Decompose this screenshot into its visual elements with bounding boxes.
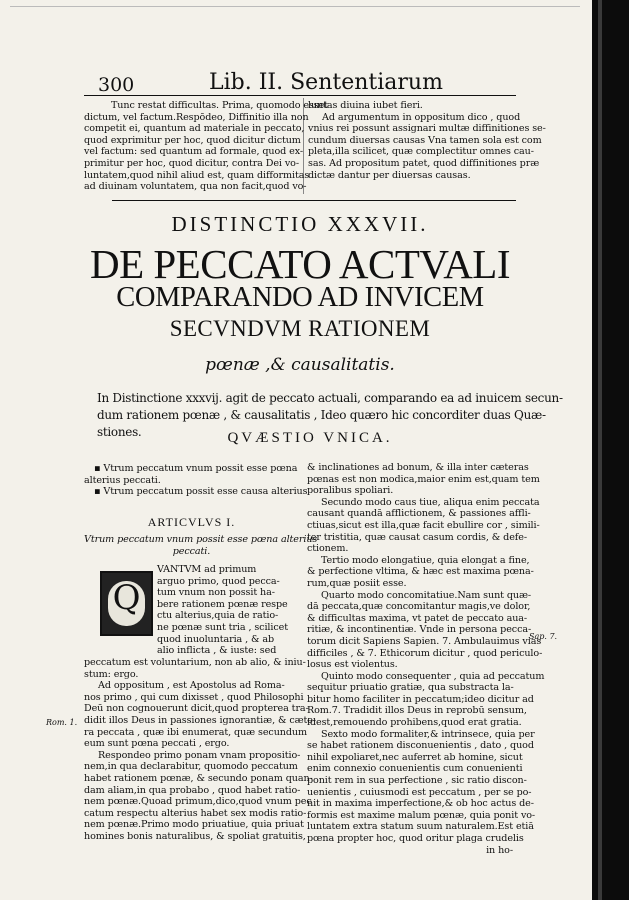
text-line: causant quandā afflictionem, & passiones affli- <box>307 508 531 520</box>
decorated-initial <box>100 571 153 636</box>
text-line: formis est maxime malum pœnæ, quia ponit vo- <box>307 809 536 821</box>
bullet-icon: ▪ <box>94 486 104 498</box>
text-line: Rom.7. Tradidit illos Deus in reprobū sensum, <box>307 705 527 717</box>
text-line: Quarto modo concomitatiue.Nam sunt quæ- <box>321 589 532 601</box>
text-line: ctu alterius,quia de ratio- <box>157 610 279 622</box>
text-line: & difficultas maxima, vt patet de peccato aua- <box>307 612 528 624</box>
text-line: sas. Ad propositum patet, quod diffinitiones præ <box>308 157 540 169</box>
margin-note-left: Rom. 1. <box>46 718 78 727</box>
text-line: dictum, vel factum.Respōdeo, Diffinitio illa non <box>84 111 309 123</box>
text-line: catum respectu alterius habet sex modis ratio- <box>84 807 307 819</box>
catchword: in ho- <box>486 844 513 856</box>
distinction-title-line-3: SECVNDVM RATIONEM <box>169 316 431 341</box>
text-line: uenientis , cuiusmodi est peccatum , per se po- <box>307 786 532 798</box>
text-line: alio inflicta , & iuste: sed <box>157 645 277 657</box>
text-line: ra peccata , quæ ibi enumerat, quæ secundum <box>84 726 307 738</box>
top-left-column <box>84 100 328 193</box>
text-line: nos primo , qui cum dixisset , quod Philosophi <box>84 691 304 703</box>
top-right-column <box>308 100 546 181</box>
text-line: difficiles , & 7. Ethicorum dicitur , quod periculo- <box>307 647 543 659</box>
distinction-title-line-4: pœnæ ,& causalitatis. <box>205 355 395 375</box>
text-line: bitur homo faciliter in peccatum;ideo dicitur ad <box>307 693 534 705</box>
initial-letter: Q <box>112 578 141 618</box>
header-rule <box>84 95 516 96</box>
text-line: ponit rem in sua perfectione , sic ratio discon- <box>307 775 527 787</box>
text-line: pœna propter hoc, quod oritur plaga crudelis <box>307 833 524 844</box>
text-line: Vtrum peccatum vnum possit esse pœna alterius <box>84 534 318 545</box>
distinction-title-line-1: DE PECCATO ACTVALI <box>89 241 511 287</box>
text-line: didit illos Deus in passiones ignorantiæ, & cæte- <box>84 714 317 726</box>
text-line: peccati. <box>172 545 211 557</box>
margin-note-right: Sap. 7. <box>529 632 558 641</box>
text-line: losus est violentus. <box>307 659 398 671</box>
text-line: tum vnum non possit ha- <box>157 587 275 599</box>
left-column <box>84 657 317 843</box>
text-line: Secundo modo caus tiue, aliqua enim peccata <box>321 496 540 508</box>
text-line: Quinto modo consequenter , quia ad peccatum <box>321 670 545 682</box>
text-line: enim connexio conuenientis cum conuenienti <box>307 763 523 775</box>
question-item: ▪ Vtrum peccatum possit esse causa alterius <box>94 486 308 498</box>
text-line: homines bonis naturalibus, & spoliat gratuitis, <box>84 830 306 842</box>
articulus-heading: ARTICVLVS I. <box>147 515 236 529</box>
text-line: VANTVM ad primum <box>157 564 257 575</box>
text-line: dum rationem pœnæ , & causalitatis , Ideo quæro hic concorditer duas Quæ- <box>97 408 546 422</box>
text-line: nem pœnæ.Primo modo priuatiue, quia priuat <box>84 819 304 831</box>
text-line: ne pœnæ sunt tria , scilicet <box>157 621 288 633</box>
text-line: competit ei, quantum ad materiale in peccato, <box>84 123 305 135</box>
running-title: Lib. II. Sententiarum <box>209 70 443 95</box>
question-item: ▪ Vtrum peccatum vnum possit esse pœna <box>94 463 298 474</box>
text-line: luntatem,quod nihil aliud est, quam difformitas <box>84 169 310 181</box>
quaestio-heading: QVÆSTIO VNICA. <box>227 430 393 446</box>
text-line: ritiæ, & incontinentiæ. Vnde in persona pecca- <box>307 624 532 636</box>
text-line: pœnas est non modica,maior enim est,quam tem <box>307 473 540 485</box>
text-line: ad diuinam voluntatem, qua non facit,quod vo- <box>84 181 307 193</box>
bullet-icon: ▪ <box>94 463 104 474</box>
text-line: nem,in qua declarabitur, quomodo peccatum <box>84 761 298 773</box>
questions-list <box>84 463 308 498</box>
text-line: rum,quæ posiit esse. <box>307 577 407 589</box>
text-line: peccatum est voluntarium, non ab alio, & iniu- <box>84 657 306 668</box>
text-line: quod inuoluntaria , & ab <box>157 633 275 645</box>
text-line: stiones. <box>97 425 142 439</box>
text-line: ctionem. <box>307 543 349 555</box>
text-line: pleta,illa scilicet, quæ complectitur omnes cau- <box>308 146 534 158</box>
text-line: nit in maxima imperfectione,& ob hoc actus de- <box>307 798 534 810</box>
text-line: dictæ dantur per diuersas causas. <box>308 169 471 181</box>
text-line: arguo primo, quod pecca- <box>157 575 280 587</box>
text-line: ter tristitia, quæ causat casum cordis, & defe- <box>307 531 527 543</box>
text-line: poralibus spoliari. <box>307 485 394 497</box>
page-number: 300 <box>98 74 135 96</box>
text-line: Deū non cognouerunt dicit,quod propterea tra- <box>84 703 309 715</box>
text-line: vnius rei possunt assignari multæ diffinitiones se- <box>308 123 546 135</box>
text-line: stum: ergo. <box>84 668 139 680</box>
text-line: eum sunt pœna peccati , ergo. <box>84 738 230 750</box>
text-line: nihil expoliaret,nec auferret ab homine, sicut <box>307 751 523 763</box>
text-line: torum dicit Sapiens Sapien. 7. Ambulauimus vias <box>307 635 542 647</box>
text-line: primitur per hoc, quod dicitur, contra Dei vo- <box>84 157 299 169</box>
text-line: Tunc restat difficultas. Prima, quomodo esset <box>111 100 328 111</box>
text-line: & inclinationes ad bonum, & illa inter cæteras <box>307 462 529 473</box>
text-line: & perfectione vltima, & hæc est maxima pœna- <box>307 566 534 578</box>
text-line: Tertio modo elongatiue, quia elongat a fine, <box>321 554 530 566</box>
text-line: Respondeo primo ponam vnam propositio- <box>98 749 301 761</box>
spine-edge <box>598 0 602 900</box>
text-line: ctiuas,sicut est illa,quæ facit ebullire cor , simili- <box>307 519 540 531</box>
text-line: bere rationem pœnæ respe <box>157 598 288 610</box>
text-line: Ad oppositum , est Apostolus ad Roma- <box>98 680 285 692</box>
text-line: habet rationem pœnæ, & secundo ponam quan- <box>84 772 313 784</box>
question-item-continued: alterius peccati. <box>84 474 161 486</box>
text-line: luntas diuina iubet fieri. <box>308 100 423 111</box>
text-line: vel factum: sed quantum ad formale, quod ex- <box>84 146 303 158</box>
text-line: quod exprimitur per hoc, quod dicitur dictum <box>84 134 301 146</box>
text-line: idest,remouendo prohibens,quod erat gratia. <box>307 717 522 729</box>
text-line: cundum diuersas causas Vna tamen sola est com <box>308 134 542 146</box>
text-line: Ad argumentum in oppositum dico , quod <box>322 111 521 123</box>
section-rule <box>112 200 516 201</box>
book-spine-shadow <box>592 0 629 900</box>
distinction-title-line-2: COMPARANDO AD INVICEM <box>116 282 484 313</box>
page-edge-line <box>10 6 580 7</box>
text-line: sequitur priuatio gratiæ, qua substracta la- <box>307 682 514 694</box>
left-column-beside-initial <box>157 564 300 657</box>
text-line: se habet rationem disconuenientis , dato , quod <box>307 740 534 752</box>
text-line: In Distinctione xxxvij. agit de peccato actuali, comparando ea ad inuicem secun- <box>97 391 563 405</box>
text-line: dā peccata,quæ concomitantur magis,ve dolor, <box>307 601 531 613</box>
text-line: nem pœnæ.Quoad primum,dico,quod vnum pec <box>84 796 312 808</box>
distinction-number: DISTINCTIO XXXVII. <box>171 212 429 236</box>
text-line: luntatem extra statum suum naturalem.Est etiā <box>307 821 534 833</box>
articulus-title <box>84 534 318 557</box>
text-line: Sexto modo formaliter,& intrinsece, quia per <box>321 728 535 740</box>
text-line: dam aliam,in qua probabo , quod habet ratio- <box>84 784 301 796</box>
